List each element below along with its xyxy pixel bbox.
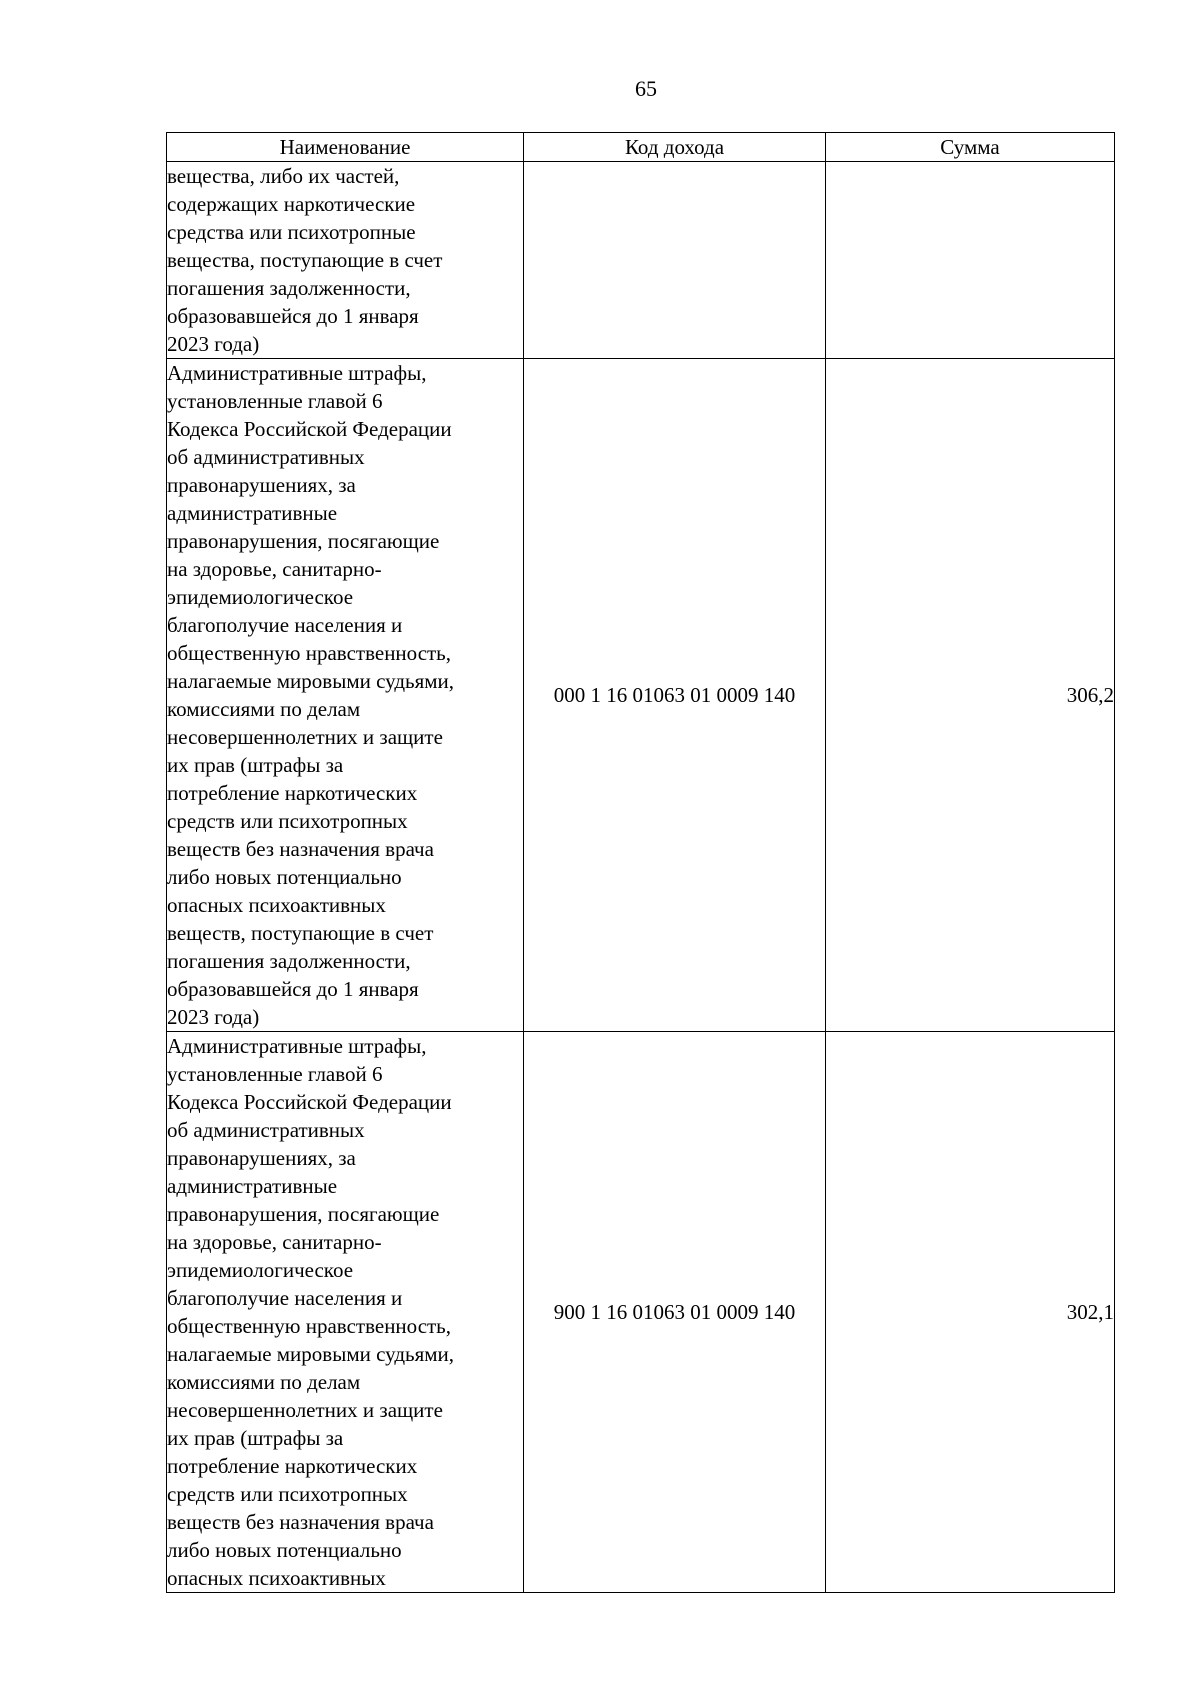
row-income-code-cell	[524, 162, 826, 359]
table-row	[167, 162, 1115, 359]
row-name-cell: вещества, либо их частей, содержащих наркотические средства или психотропные вещества, поступающие в счет погашения задолженности, образовавшейся до 1 января 2023 года)	[167, 162, 524, 359]
row-sum-cell: 306,2	[826, 359, 1115, 1032]
page-number: 65	[635, 76, 657, 101]
table-row	[167, 1032, 1115, 1593]
revenue-table	[166, 132, 1115, 1593]
table-row	[167, 359, 1115, 1032]
row-income-code-cell: 900 1 16 01063 01 0009 140	[524, 1032, 826, 1593]
header-sum: Сумма	[826, 133, 1115, 162]
header-income-code: Код дохода	[524, 133, 826, 162]
row-name-cell: Административные штрафы, установленные главой 6 Кодекса Российской Федерации об административных правонарушениях, за административные правонарушения, посягающие на здоровье, санитарно- эпидемиологическое благополучие населения и общественную нравственность, налагаемые мировыми судьями, комиссиями по делам несовершеннолетних и защите их прав (штрафы за потребление наркотических средств или психотропных веществ без назначения врача либо новых потенциально опасных психоактивных веществ, поступающие в счет погашения задолженности, образовавшейся до 1 января 2023 года)	[167, 359, 524, 1032]
row-sum-cell: 302,1	[826, 1032, 1115, 1593]
header-name: Наименование	[167, 133, 524, 162]
table-header-row	[167, 133, 1115, 162]
row-name-cell: Административные штрафы, установленные главой 6 Кодекса Российской Федерации об административных правонарушениях, за административные правонарушения, посягающие на здоровье, санитарно- эпидемиологическое благополучие населения и общественную нравственность, налагаемые мировыми судьями, комиссиями по делам несовершеннолетних и защите их прав (штрафы за потребление наркотических средств или психотропных веществ без назначения врача либо новых потенциально опасных психоактивных	[167, 1032, 524, 1593]
row-sum-cell	[826, 162, 1115, 359]
row-income-code-cell: 000 1 16 01063 01 0009 140	[524, 359, 826, 1032]
